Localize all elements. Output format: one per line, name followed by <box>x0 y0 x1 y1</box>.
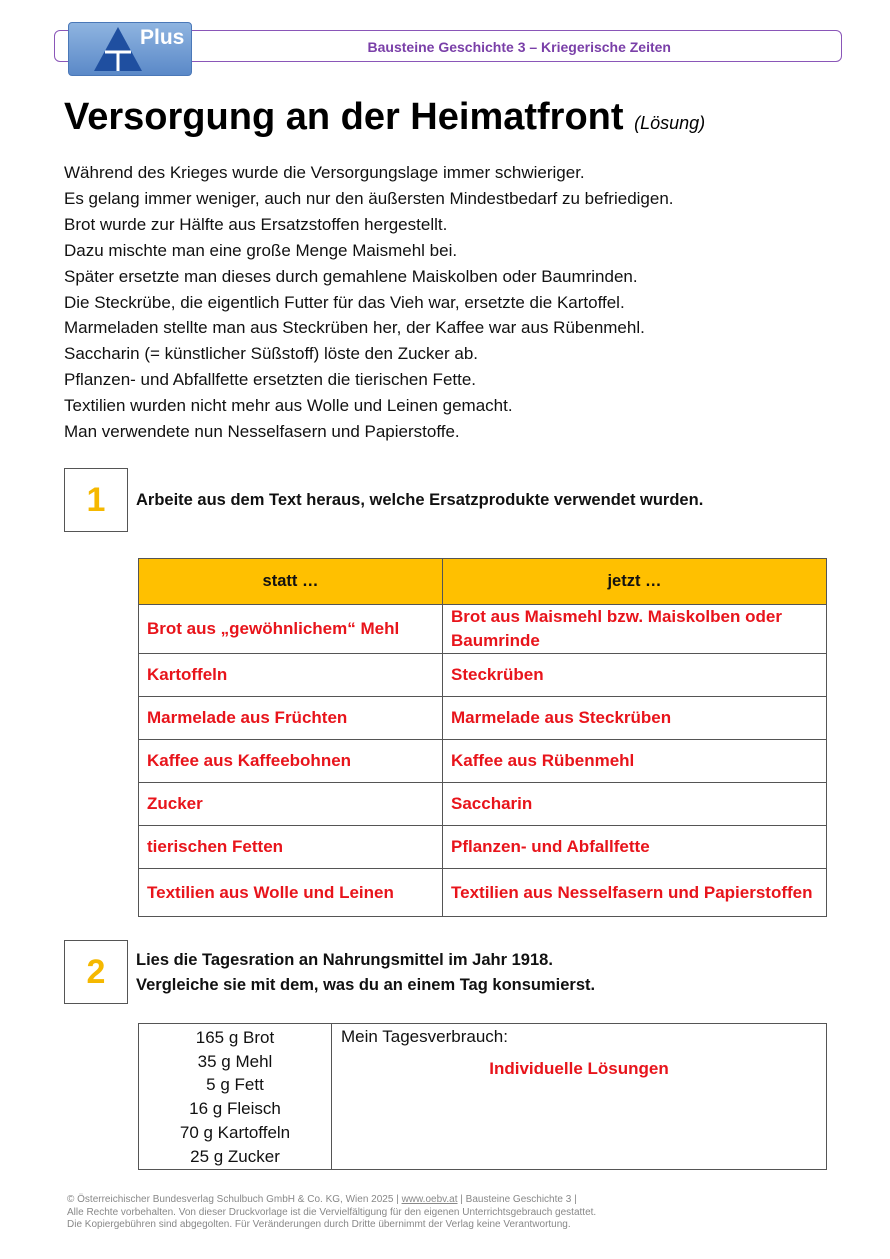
task-2-line-2: Vergleiche sie mit dem, was du an einem Tag konsumierst. <box>136 976 596 994</box>
task-2-instruction <box>136 948 595 998</box>
footer <box>67 1194 596 1232</box>
ration-item: 165 g Brot <box>195 1028 275 1047</box>
footer-book-title: | Bausteine Geschichte 3 | <box>457 1194 577 1205</box>
logo-text: Plus <box>140 26 185 49</box>
ration-table <box>138 1023 827 1170</box>
publisher-link[interactable]: www.oebv.at <box>401 1194 458 1205</box>
cell-statt: Kaffee aus Kaffeebohnen <box>139 740 443 783</box>
header-jetzt: jetzt … <box>443 559 827 605</box>
table-row <box>139 605 827 654</box>
intro-line: Später ersetzte man dieses durch gemahlene Maiskolben oder Baumrinden. <box>64 266 638 286</box>
table-row <box>139 869 827 917</box>
ration-item: 5 g Fett <box>206 1075 264 1095</box>
table-row <box>139 826 827 869</box>
footer-line-1 <box>67 1194 596 1207</box>
table-header-row <box>139 559 827 605</box>
plus-logo <box>68 22 192 76</box>
cell-statt: Kartoffeln <box>139 654 443 697</box>
footer-line-3: Die Kopiergebühren sind abgegolten. Für Veränderungen durch Dritte übernimmt der Verlag keine Verantwortung. <box>67 1219 571 1230</box>
intro-line: Man verwendete nun Nesselfasern und Papierstoffe. <box>64 422 460 442</box>
intro-line: Pflanzen- und Abfallfette ersetzten die tierischen Fette. <box>64 370 477 390</box>
ration-cell <box>139 1024 332 1170</box>
task-2-number: 2 <box>64 940 128 1004</box>
intro-line: Marmeladen stellte man aus Steckrüben her, der Kaffee war aus Rübenmehl. <box>64 318 645 338</box>
table-row <box>139 697 827 740</box>
pyramid-icon <box>91 25 145 75</box>
table-row <box>139 1024 827 1170</box>
substitutes-table <box>138 558 827 917</box>
table-row <box>139 740 827 783</box>
intro-line: Dazu mischte man eine große Menge Maismehl bei. <box>64 240 458 260</box>
intro-text <box>64 160 824 445</box>
ration-item: 70 g Kartoffeln <box>179 1122 291 1142</box>
ration-item: 35 g Mehl <box>197 1051 273 1071</box>
intro-line: Die Steckrübe, die eigentlich Futter für das Vieh war, ersetzte die Kartoffel. <box>64 292 625 312</box>
cell-statt: Textilien aus Wolle und Leinen <box>139 869 443 917</box>
cell-jetzt: Saccharin <box>443 783 827 826</box>
cell-jetzt: Kaffee aus Rübenmehl <box>443 740 827 783</box>
task-2-line-1: Lies die Tagesration an Nahrungsmittel im Jahr 1918. <box>136 951 553 969</box>
cell-jetzt: Brot aus Maismehl bzw. Maiskolben oder Baumrinde <box>443 605 827 654</box>
title-note: (Lösung) <box>634 113 706 133</box>
series-title: Bausteine Geschichte 3 – Kriegerische Zeiten <box>367 39 671 55</box>
cell-statt: Marmelade aus Früchten <box>139 697 443 740</box>
cell-statt: tierischen Fetten <box>139 826 443 869</box>
usage-cell <box>332 1024 827 1170</box>
intro-line: Es gelang immer weniger, auch nur den äußersten Mindestbedarf zu befriedigen. <box>64 188 674 208</box>
intro-line: Saccharin (= künstlicher Süßstoff) löste den Zucker ab. <box>64 344 479 364</box>
ration-list <box>140 1025 330 1168</box>
footer-line-2: Alle Rechte vorbehalten. Von dieser Druckvorlage ist die Vervielfältigung für den eigenen Unterrichtsgebrauch gestattet. <box>67 1206 597 1218</box>
task-1-instruction: Arbeite aus dem Text heraus, welche Ersatzprodukte verwendet wurden. <box>136 491 704 509</box>
table-row <box>139 783 827 826</box>
usage-label: Mein Tagesverbrauch: <box>341 1027 508 1046</box>
cell-statt: Zucker <box>139 783 443 826</box>
cell-statt: Brot aus „gewöhnlichem“ Mehl <box>139 605 443 654</box>
task-1-number: 1 <box>64 468 128 532</box>
header-statt: statt … <box>139 559 443 605</box>
cell-jetzt: Marmelade aus Steckrüben <box>443 697 827 740</box>
intro-line: Brot wurde zur Hälfte aus Ersatzstoffen hergestellt. <box>64 214 448 234</box>
ration-item: 25 g Zucker <box>190 1146 280 1166</box>
ration-item: 16 g Fleisch <box>189 1099 281 1119</box>
cell-jetzt: Steckrüben <box>443 654 827 697</box>
intro-line: Textilien wurden nicht mehr aus Wolle und Leinen gemacht. <box>64 396 513 416</box>
cell-jetzt: Pflanzen- und Abfallfette <box>443 826 827 869</box>
intro-line: Während des Krieges wurde die Versorgungslage immer schwieriger. <box>64 163 585 182</box>
page-title <box>64 96 705 139</box>
title-main: Versorgung an der Heimatfront <box>64 96 624 138</box>
usage-answer: Individuelle Lösungen <box>489 1059 669 1078</box>
cell-jetzt: Textilien aus Nesselfasern und Papierstoffen <box>443 869 827 917</box>
footer-copyright: © Österreichischer Bundesverlag Schulbuch GmbH & Co. KG, Wien 2025 | <box>67 1194 402 1205</box>
table-row <box>139 654 827 697</box>
